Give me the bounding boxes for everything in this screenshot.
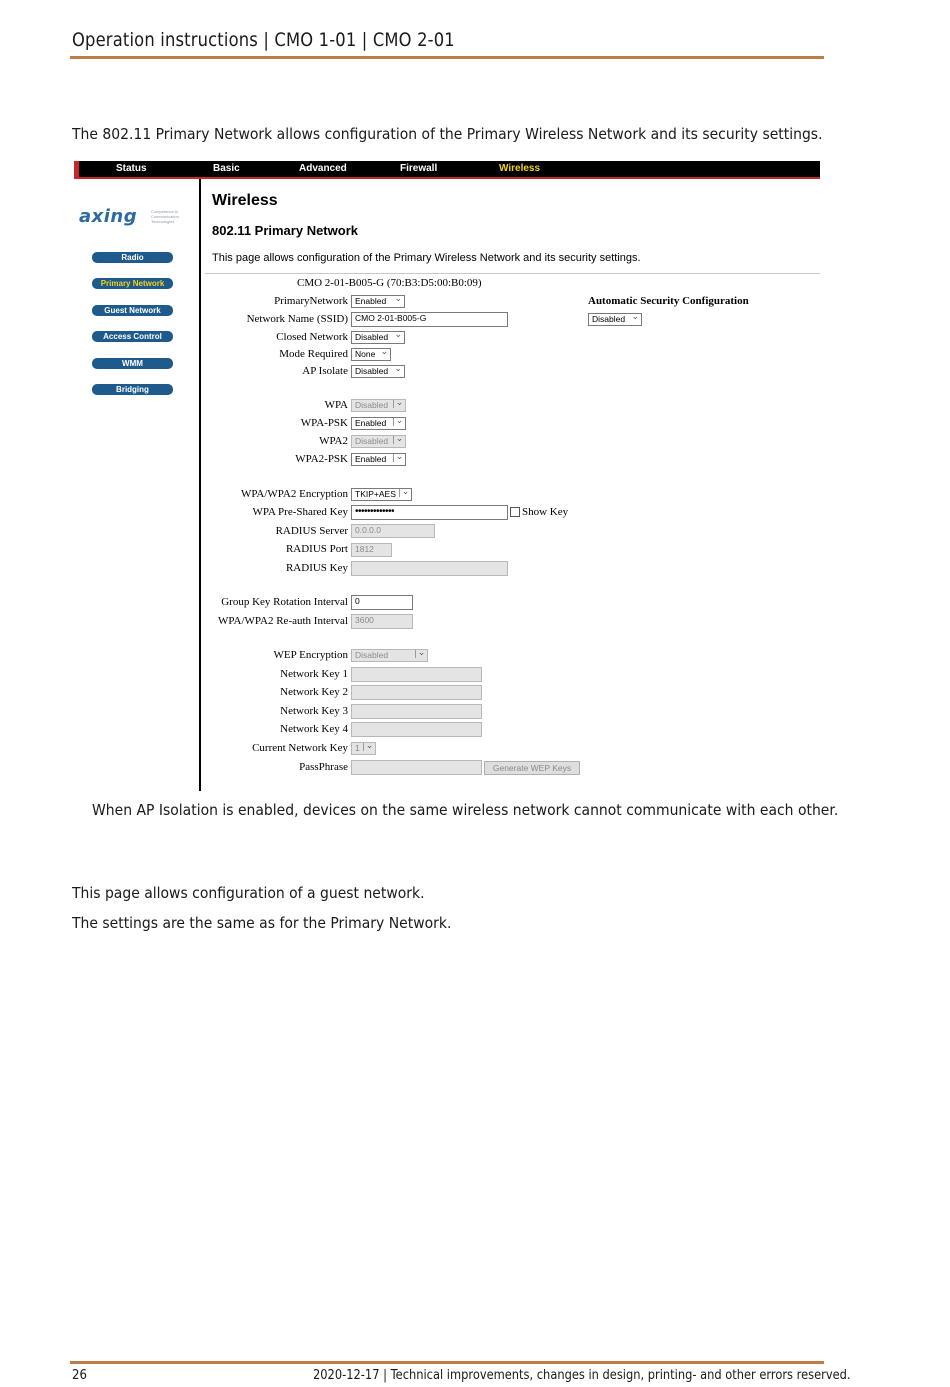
sidebar-divider <box>199 179 201 791</box>
reauth-input[interactable]: 3600 <box>351 614 413 629</box>
page-description: This page allows configuration of the Primary Wireless Network and its security settings. <box>212 252 641 264</box>
nav-firewall[interactable]: Firewall <box>400 163 438 174</box>
nav-wireless[interactable]: Wireless <box>499 163 541 174</box>
label-radius-key: RADIUS Key <box>285 562 348 574</box>
label-psk: WPA Pre-Shared Key <box>252 506 348 518</box>
label-wep-encryption: WEP Encryption <box>273 649 348 661</box>
network-key3-input[interactable] <box>351 704 482 719</box>
section-title: 802.11 Primary Network <box>212 223 358 238</box>
guest-paragraph-2: The settings are the same as for the Primary Network. <box>72 914 452 932</box>
axing-logo <box>79 206 189 228</box>
sidebar-item-guest-network[interactable]: Guest Network <box>92 305 173 316</box>
network-key4-input[interactable] <box>351 722 482 737</box>
encryption-select[interactable]: TKIP+AES ⌄ <box>351 488 412 501</box>
group-key-input[interactable]: 0 <box>351 595 413 610</box>
label-key3: Network Key 3 <box>280 705 348 717</box>
nav-advanced[interactable]: Advanced <box>299 163 347 174</box>
wpa2-select[interactable]: Disabled ⌄ <box>351 435 406 448</box>
document-title: Operation instructions | CMO 1-01 | CMO 2-01 <box>72 29 455 51</box>
label-current-key: Current Network Key <box>252 742 348 754</box>
label-key1: Network Key 1 <box>280 668 348 680</box>
label-key2: Network Key 2 <box>280 686 348 698</box>
label-mode-required: Mode Required <box>279 348 348 360</box>
auto-security-title: Automatic Security Configuration <box>588 295 749 307</box>
radius-key-input[interactable] <box>351 561 508 576</box>
show-key-checkbox[interactable] <box>510 507 520 517</box>
sidebar-item-primary-network[interactable]: Primary Network <box>92 278 173 289</box>
nav-status[interactable]: Status <box>116 163 147 174</box>
label-closed-network: Closed Network <box>276 331 348 343</box>
label-group-key: Group Key Rotation Interval <box>221 596 348 608</box>
sidebar-item-access-control[interactable]: Access Control <box>92 331 173 342</box>
label-wpa: WPA <box>324 399 348 411</box>
device-mac: CMO 2-01-B005-G (70:B3:D5:00:B0:09) <box>297 277 482 289</box>
header-rule <box>70 56 824 59</box>
ap-isolate-select[interactable]: Disabled ⌄ <box>351 365 405 378</box>
closed-network-select[interactable]: Disabled ⌄ <box>351 331 405 344</box>
psk-input[interactable]: ••••••••••••• <box>351 505 508 520</box>
footer-text: 2020-12-17 | Technical improvements, changes in design, printing- and other errors reserved. <box>313 1368 851 1383</box>
label-ap-isolate: AP Isolate <box>302 365 348 377</box>
network-key2-input[interactable] <box>351 685 482 700</box>
radius-server-input[interactable]: 0.0.0.0 <box>351 524 435 538</box>
label-key4: Network Key 4 <box>280 723 348 735</box>
sidebar-item-wmm[interactable]: WMM <box>92 358 173 369</box>
label-wpa-psk: WPA-PSK <box>300 417 348 429</box>
wpa-psk-select[interactable]: Enabled ⌄ <box>351 417 406 430</box>
logo-wordmark: axing <box>79 206 138 227</box>
heading-rule <box>205 273 820 274</box>
passphrase-input[interactable] <box>351 760 482 775</box>
wpa2-psk-select[interactable]: Enabled ⌄ <box>351 453 406 466</box>
auto-security-select[interactable]: Disabled ⌄ <box>588 313 642 326</box>
guest-paragraph-1: This page allows configuration of a guest network. <box>72 884 425 902</box>
radius-port-input[interactable]: 1812 <box>351 543 392 557</box>
current-key-select[interactable]: 1 ⌄ <box>351 742 376 755</box>
label-passphrase: PassPhrase <box>299 761 348 773</box>
primary-network-select[interactable]: Enabled ⌄ <box>351 295 405 308</box>
label-wpa2-psk: WPA2-PSK <box>295 453 348 465</box>
page-number: 26 <box>72 1368 87 1383</box>
page-title: Wireless <box>212 192 278 209</box>
show-key-label: Show Key <box>522 506 569 518</box>
sidebar-item-bridging[interactable]: Bridging <box>92 384 173 395</box>
label-radius-port: RADIUS Port <box>285 543 348 555</box>
generate-wep-keys-button[interactable]: Generate WEP Keys <box>484 761 580 775</box>
label-encryption: WPA/WPA2 Encryption <box>240 488 348 500</box>
router-screenshot <box>74 161 820 791</box>
mode-required-select[interactable]: None ⌄ <box>351 348 391 361</box>
footer-rule <box>70 1361 824 1364</box>
label-ssid: Network Name (SSID) <box>246 313 348 325</box>
nav-accent <box>74 161 79 179</box>
ssid-input[interactable]: CMO 2-01-B005-G <box>351 312 508 327</box>
label-reauth: WPA/WPA2 Re-auth Interval <box>218 615 348 627</box>
intro-paragraph: The 802.11 Primary Network allows configuration of the Primary Wireless Network and its security settings. <box>72 125 823 143</box>
nav-basic[interactable]: Basic <box>213 163 240 174</box>
ap-isolation-note: When AP Isolation is enabled, devices on the same wireless network cannot communicate with each other. <box>92 801 839 819</box>
wpa-select[interactable]: Disabled ⌄ <box>351 399 406 412</box>
network-key1-input[interactable] <box>351 667 482 682</box>
logo-subtitle: Competence in Communication Technologies <box>151 209 179 224</box>
top-navigation <box>74 161 820 179</box>
label-radius-server: RADIUS Server <box>275 525 348 537</box>
wep-encryption-select[interactable]: Disabled ⌄ <box>351 649 428 662</box>
label-primary-network: PrimaryNetwork <box>274 295 348 307</box>
sidebar-item-radio[interactable]: Radio <box>92 252 173 263</box>
label-wpa2: WPA2 <box>319 435 348 447</box>
